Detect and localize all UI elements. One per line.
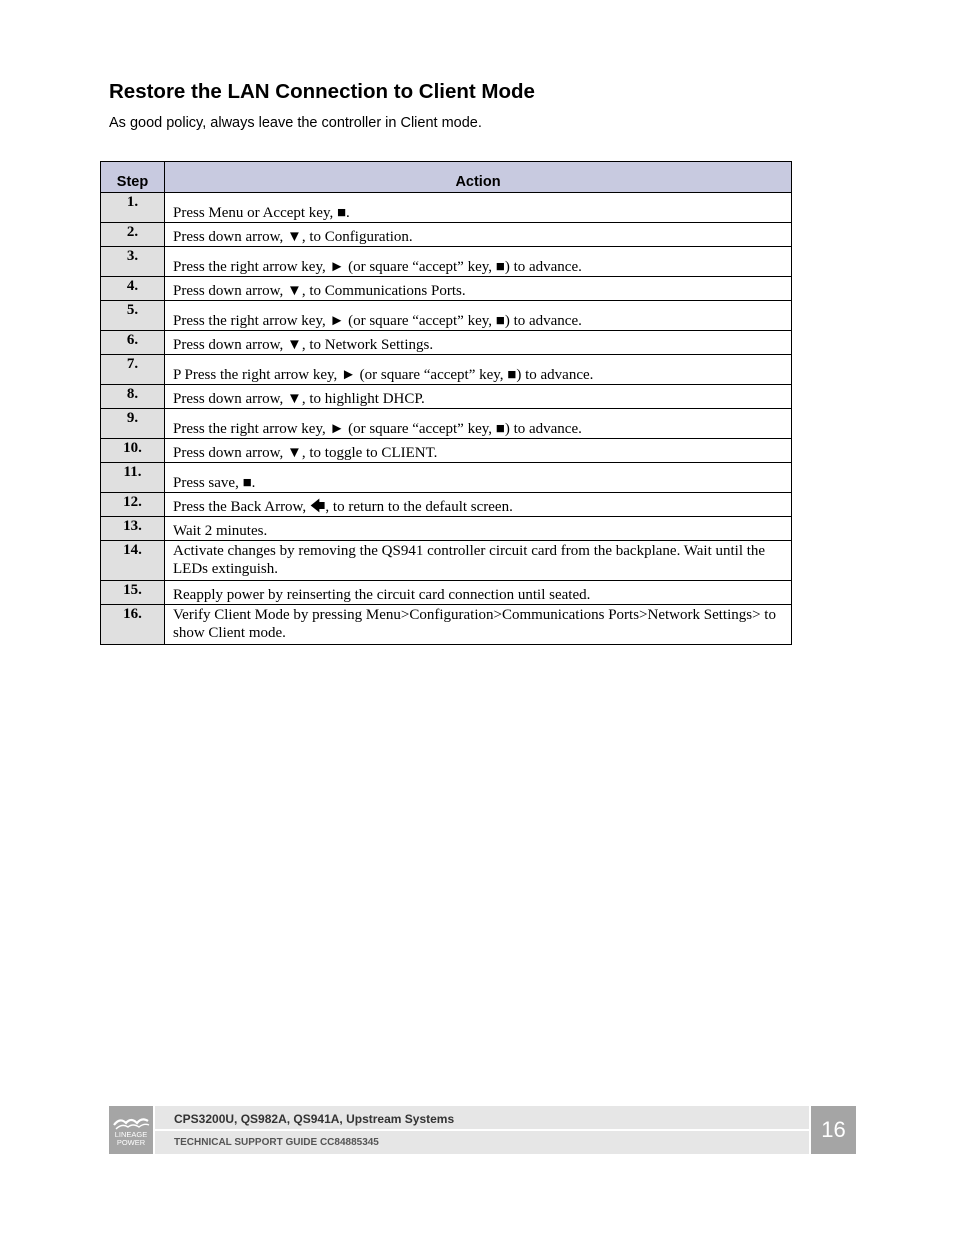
step-number: 4.	[101, 277, 165, 301]
step-action: Press the right arrow key, ► (or square “accept” key, ■) to advance.	[165, 301, 792, 331]
footer-divider	[153, 1129, 809, 1131]
step-number: 2.	[101, 223, 165, 247]
table-header-row	[101, 162, 792, 193]
table-row	[101, 517, 792, 541]
logo-text-lineage: LINEAGE	[114, 1130, 148, 1139]
intro-text: As good policy, always leave the controller in Client mode.	[109, 115, 482, 131]
table-row	[101, 301, 792, 331]
step-action: Press down arrow, ▼, to Network Settings.	[165, 331, 792, 355]
step-action: Press the Back Arrow, 🡄, to return to the default screen.	[165, 493, 792, 517]
step-action: P Press the right arrow key, ► (or square “accept” key, ■) to advance.	[165, 355, 792, 385]
step-number: 13.	[101, 517, 165, 541]
step-number: 8.	[101, 385, 165, 409]
step-action: Press the right arrow key, ► (or square “accept” key, ■) to advance.	[165, 409, 792, 439]
step-column-header: Step	[101, 162, 165, 193]
step-action: Press down arrow, ▼, to Configuration.	[165, 223, 792, 247]
table-row	[101, 493, 792, 517]
step-action: Press save, ■.	[165, 463, 792, 493]
step-number: 14.	[101, 541, 165, 581]
step-action: Wait 2 minutes.	[165, 517, 792, 541]
action-column-header: Action	[165, 162, 792, 193]
step-action: Verify Client Mode by pressing Menu>Configuration>Communications Ports>Network Settings> to show Client mode.	[165, 605, 792, 645]
step-action: Press down arrow, ▼, to highlight DHCP.	[165, 385, 792, 409]
table-row	[101, 193, 792, 223]
table-row	[101, 223, 792, 247]
step-number: 1.	[101, 193, 165, 223]
step-action: Press Menu or Accept key, ■.	[165, 193, 792, 223]
step-action: Press down arrow, ▼, to toggle to CLIENT.	[165, 439, 792, 463]
page-title: Restore the LAN Connection to Client Mode	[109, 80, 535, 103]
table-row	[101, 439, 792, 463]
step-action: Press the right arrow key, ► (or square “accept” key, ■) to advance.	[165, 247, 792, 277]
logo-text-power: POWER	[116, 1138, 146, 1147]
steps-table	[100, 161, 792, 645]
table-row	[101, 277, 792, 301]
step-number: 7.	[101, 355, 165, 385]
step-number: 5.	[101, 301, 165, 331]
table-row	[101, 385, 792, 409]
table-row	[101, 463, 792, 493]
step-action: Activate changes by removing the QS941 controller circuit card from the backplane. Wait until the LEDs extinguish.	[165, 541, 792, 581]
step-number: 11.	[101, 463, 165, 493]
step-number: 6.	[101, 331, 165, 355]
step-number: 3.	[101, 247, 165, 277]
table-row	[101, 355, 792, 385]
step-number: 9.	[101, 409, 165, 439]
step-number: 12.	[101, 493, 165, 517]
step-action: Press down arrow, ▼, to Communications Ports.	[165, 277, 792, 301]
table-row	[101, 581, 792, 605]
table-row	[101, 331, 792, 355]
table-row	[101, 541, 792, 581]
table-row	[101, 247, 792, 277]
footer-guide-title: TECHNICAL SUPPORT GUIDE CC84885345	[174, 1137, 379, 1148]
table-row	[101, 605, 792, 645]
page-number: 16	[811, 1106, 856, 1154]
step-number: 16.	[101, 605, 165, 645]
lineage-power-logo-icon	[109, 1106, 153, 1154]
step-number: 10.	[101, 439, 165, 463]
step-number: 15.	[101, 581, 165, 605]
footer-product-line: CPS3200U, QS982A, QS941A, Upstream Systems	[174, 1112, 455, 1126]
step-action: Reapply power by reinserting the circuit card connection until seated.	[165, 581, 792, 605]
table-row	[101, 409, 792, 439]
